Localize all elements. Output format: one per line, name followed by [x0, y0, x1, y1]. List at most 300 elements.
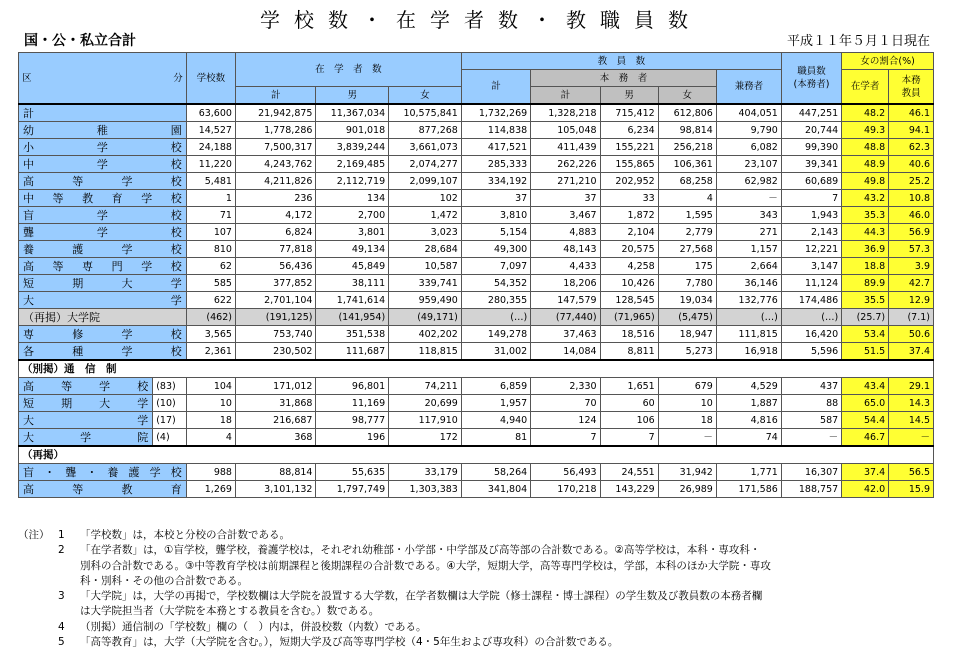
table-row [19, 122, 934, 139]
cell-tc-total: 54,352 [461, 275, 530, 292]
cell-tc-m: 128,545 [600, 292, 658, 309]
cell-r-hon: 94.1 [889, 122, 934, 139]
cell-st-m: 96,801 [316, 378, 389, 395]
table-row [19, 481, 934, 498]
cell-tc-total: 37 [461, 190, 530, 207]
row-label: 盲学校 [19, 207, 187, 224]
cell-r-st: 43.2 [842, 190, 889, 207]
row-label: 中等教育学校 [19, 190, 187, 207]
cell-staff: 7 [781, 190, 841, 207]
cell-st-f: 33,179 [389, 464, 462, 481]
table-row [19, 156, 934, 173]
cell-staff: 2,143 [781, 224, 841, 241]
cell-schools: 2,361 [186, 343, 235, 361]
header-honmu-female: 女 [658, 87, 716, 105]
cell-st-m: (141,954) [316, 309, 389, 326]
row-label: 高等教育 [19, 481, 187, 498]
cell-staff: 99,390 [781, 139, 841, 156]
cell-st-m: 49,134 [316, 241, 389, 258]
note-prefix: （注） [18, 529, 50, 541]
cell-r-st: 89.9 [842, 275, 889, 292]
table-row [19, 207, 934, 224]
cell-tc-ken: 4,816 [716, 412, 781, 429]
cell-tc-ken: 9,790 [716, 122, 781, 139]
cell-tc-ken: 132,776 [716, 292, 781, 309]
cell-tc-ken: 1,157 [716, 241, 781, 258]
cell-tc-m: 202,952 [600, 173, 658, 190]
cell-tc-hon: 105,048 [531, 122, 600, 139]
cell-tc-total: 5,154 [461, 224, 530, 241]
cell-st-total: 377,852 [235, 275, 316, 292]
cell-tc-f: － [658, 429, 716, 447]
cell-r-hon: 12.9 [889, 292, 934, 309]
cell-st-f: 3,661,073 [389, 139, 462, 156]
cell-r-hon: 14.3 [889, 395, 934, 412]
note-item [18, 543, 948, 589]
cell-r-hon: 10.8 [889, 190, 934, 207]
cell-tc-m: 106 [600, 412, 658, 429]
cell-r-hon: 40.6 [889, 156, 934, 173]
cell-schools: 3,565 [186, 326, 235, 343]
cell-st-m: 11,367,034 [316, 104, 389, 122]
cell-schools: 62 [186, 258, 235, 275]
cell-tc-total: 285,333 [461, 156, 530, 173]
header-honmu-total: 計 [531, 87, 600, 105]
table-row [19, 224, 934, 241]
cell-schools: (462) [186, 309, 235, 326]
cell-tc-total: 4,940 [461, 412, 530, 429]
table-row [19, 139, 934, 156]
cell-st-total: 753,740 [235, 326, 316, 343]
cell-tc-f: 31,942 [658, 464, 716, 481]
cell-r-hon: (7.1) [889, 309, 934, 326]
row-label: 幼稚園 [19, 122, 187, 139]
cell-tc-f: 612,806 [658, 104, 716, 122]
cell-staff: 88 [781, 395, 841, 412]
cell-st-total: 31,868 [235, 395, 316, 412]
row-prefix: (10) [153, 395, 187, 412]
cell-tc-total: 58,264 [461, 464, 530, 481]
cell-schools: 18 [186, 412, 235, 429]
cell-tc-hon: 411,439 [531, 139, 600, 156]
cell-tc-hon: 271,210 [531, 173, 600, 190]
table-row [19, 343, 934, 361]
cell-staff: 437 [781, 378, 841, 395]
cell-tc-m: 60 [600, 395, 658, 412]
cell-st-m: 2,700 [316, 207, 389, 224]
cell-tc-hon: 2,330 [531, 378, 600, 395]
cell-staff: 20,744 [781, 122, 841, 139]
cell-tc-total: 280,355 [461, 292, 530, 309]
cell-r-hon: 57.3 [889, 241, 934, 258]
cell-tc-hon: 48,143 [531, 241, 600, 258]
cell-r-st: 51.5 [842, 343, 889, 361]
cell-tc-hon: 70 [531, 395, 600, 412]
cell-tc-ken: 2,664 [716, 258, 781, 275]
table-row [19, 412, 934, 429]
cell-tc-ken: 6,082 [716, 139, 781, 156]
row-label: 高等学校 [19, 173, 187, 190]
cell-st-total: 56,436 [235, 258, 316, 275]
cell-r-st: 49.8 [842, 173, 889, 190]
row-label: 大学 [19, 292, 187, 309]
row-label: 専修学校 [19, 326, 187, 343]
header-staff: 職員数 (本務者) [781, 53, 841, 105]
cell-tc-f: 18 [658, 412, 716, 429]
cell-tc-ken: (…) [716, 309, 781, 326]
cell-r-hon: 56.5 [889, 464, 934, 481]
cell-staff: 3,147 [781, 258, 841, 275]
header-honmu-male: 男 [600, 87, 658, 105]
cell-staff: 5,596 [781, 343, 841, 361]
cell-st-total: 7,500,317 [235, 139, 316, 156]
cell-st-f: 1,472 [389, 207, 462, 224]
row-label: 盲・聾・養護学校 [19, 464, 187, 481]
note-prefix [18, 620, 58, 635]
cell-st-f: 172 [389, 429, 462, 447]
cell-st-total: 2,701,104 [235, 292, 316, 309]
cell-schools: 11,220 [186, 156, 235, 173]
cell-tc-f: 4 [658, 190, 716, 207]
cell-tc-f: 19,034 [658, 292, 716, 309]
cell-st-f: 339,741 [389, 275, 462, 292]
cell-st-f: 28,684 [389, 241, 462, 258]
cell-tc-total: 1,732,269 [461, 104, 530, 122]
cell-tc-ken: 1,887 [716, 395, 781, 412]
cell-tc-ken: 111,815 [716, 326, 781, 343]
cell-staff: 11,124 [781, 275, 841, 292]
cell-schools: 622 [186, 292, 235, 309]
cell-st-total: 171,012 [235, 378, 316, 395]
cell-st-f: 118,815 [389, 343, 462, 361]
cell-tc-m: 24,551 [600, 464, 658, 481]
cell-st-m: 3,839,244 [316, 139, 389, 156]
cell-tc-ken: 36,146 [716, 275, 781, 292]
cell-tc-f: 10 [658, 395, 716, 412]
row-label: 大学院 [19, 429, 153, 447]
note-item [18, 620, 948, 635]
header-students-male: 男 [316, 87, 389, 105]
cell-tc-m: 18,516 [600, 326, 658, 343]
cell-tc-hon: (77,440) [531, 309, 600, 326]
cell-r-st: 18.8 [842, 258, 889, 275]
row-label: 小学校 [19, 139, 187, 156]
cell-tc-ken: 16,918 [716, 343, 781, 361]
cell-st-f: 2,074,277 [389, 156, 462, 173]
row-label: （再掲）大学院 [19, 309, 187, 326]
cell-r-st: 48.2 [842, 104, 889, 122]
note-number: 2 [58, 544, 65, 557]
cell-r-hon: 42.7 [889, 275, 934, 292]
row-label: 各種学校 [19, 343, 187, 361]
cell-schools: 988 [186, 464, 235, 481]
note-prefix [18, 589, 58, 620]
cell-r-hon: 46.1 [889, 104, 934, 122]
cell-st-total: 368 [235, 429, 316, 447]
cell-st-m: 351,538 [316, 326, 389, 343]
cell-tc-total: 149,278 [461, 326, 530, 343]
cell-schools: 4 [186, 429, 235, 447]
cell-tc-hon: 14,084 [531, 343, 600, 361]
cell-tc-hon: 1,328,218 [531, 104, 600, 122]
table-row [19, 464, 934, 481]
table-row [19, 241, 934, 258]
cell-staff: 39,341 [781, 156, 841, 173]
cell-schools: 1 [186, 190, 235, 207]
cell-r-st: 53.4 [842, 326, 889, 343]
cell-tc-ken: 62,982 [716, 173, 781, 190]
header-teachers: 教 員 数 [461, 53, 781, 70]
cell-tc-total: 6,859 [461, 378, 530, 395]
cell-tc-f: 106,361 [658, 156, 716, 173]
cell-tc-total: (…) [461, 309, 530, 326]
cell-tc-f: 5,273 [658, 343, 716, 361]
table-row [19, 429, 934, 447]
cell-st-m: 1,741,614 [316, 292, 389, 309]
cell-tc-m: 4,258 [600, 258, 658, 275]
cell-tc-total: 114,838 [461, 122, 530, 139]
cell-tc-ken: 74 [716, 429, 781, 447]
cell-r-st: 43.4 [842, 378, 889, 395]
row-label: 中学校 [19, 156, 187, 173]
cell-st-f: 117,910 [389, 412, 462, 429]
cell-r-st: 35.5 [842, 292, 889, 309]
cell-tc-f: 2,779 [658, 224, 716, 241]
note-item [18, 589, 948, 620]
date-label: 平成１１年５月１日現在 [786, 34, 930, 49]
cell-st-f: 10,575,841 [389, 104, 462, 122]
notes [18, 528, 948, 650]
cell-tc-f: 256,218 [658, 139, 716, 156]
note-number: 1 [58, 529, 65, 541]
cell-tc-f: 26,989 [658, 481, 716, 498]
cell-r-st: 37.4 [842, 464, 889, 481]
row-prefix: (83) [153, 378, 187, 395]
cell-staff: 16,307 [781, 464, 841, 481]
cell-tc-f: 1,595 [658, 207, 716, 224]
cell-st-f: 102 [389, 190, 462, 207]
cell-tc-m: 10,426 [600, 275, 658, 292]
row-prefix: (4) [153, 429, 187, 447]
cell-staff: 12,221 [781, 241, 841, 258]
row-label: 聾学校 [19, 224, 187, 241]
note-item [18, 528, 948, 543]
header-women-ratio: 女の割合(%) [842, 53, 934, 70]
section-row [19, 360, 934, 378]
cell-tc-ken: 271 [716, 224, 781, 241]
cell-tc-m: 143,229 [600, 481, 658, 498]
cell-st-m: 98,777 [316, 412, 389, 429]
note-text: 「高等教育」は，大学（大学院を含む。），短期大学及び高等専門学校（4・5年生および専攻科）の合計数である。 [80, 636, 619, 649]
cell-tc-total: 1,957 [461, 395, 530, 412]
cell-tc-total: 3,810 [461, 207, 530, 224]
cell-tc-total: 49,300 [461, 241, 530, 258]
section-label: （別掲）通 信 制 [19, 360, 934, 378]
cell-st-m: 55,635 [316, 464, 389, 481]
cell-st-f: 1,303,383 [389, 481, 462, 498]
cell-tc-ken: － [716, 190, 781, 207]
cell-r-st: 65.0 [842, 395, 889, 412]
cell-tc-ken: 23,107 [716, 156, 781, 173]
table-row [19, 104, 934, 122]
note-item [18, 635, 948, 650]
cell-st-m: 1,797,749 [316, 481, 389, 498]
cell-tc-f: 27,568 [658, 241, 716, 258]
cell-schools: 585 [186, 275, 235, 292]
cell-tc-hon: 3,467 [531, 207, 600, 224]
cell-r-st: 46.7 [842, 429, 889, 447]
row-label: 短期大学 [19, 395, 153, 412]
note-number: 3 [58, 590, 65, 603]
page-title: 学校数・在学者数・教職員数 [260, 8, 702, 32]
note-text: 「学校数」は，本校と分校の合計数である。 [80, 529, 290, 541]
cell-st-total: 4,243,762 [235, 156, 316, 173]
row-label: 高等専門学校 [19, 258, 187, 275]
cell-schools: 5,481 [186, 173, 235, 190]
cell-st-m: 2,112,719 [316, 173, 389, 190]
cell-tc-ken: 343 [716, 207, 781, 224]
cell-staff: 16,420 [781, 326, 841, 343]
cell-st-total: 3,101,132 [235, 481, 316, 498]
scope-label: 国・公・私立合計 [24, 33, 136, 49]
cell-tc-m: 33 [600, 190, 658, 207]
cell-r-st: 48.8 [842, 139, 889, 156]
cell-tc-m: 8,811 [600, 343, 658, 361]
row-label: 高等学校 [19, 378, 153, 395]
cell-tc-f: 679 [658, 378, 716, 395]
cell-st-total: 1,778,286 [235, 122, 316, 139]
table-row [19, 258, 934, 275]
cell-tc-m: 155,865 [600, 156, 658, 173]
cell-st-total: 77,818 [235, 241, 316, 258]
cell-st-total: 4,211,826 [235, 173, 316, 190]
cell-r-hon: 25.2 [889, 173, 934, 190]
cell-st-f: 402,202 [389, 326, 462, 343]
cell-tc-m: 2,104 [600, 224, 658, 241]
cell-r-hon: 50.6 [889, 326, 934, 343]
row-label: 計 [19, 104, 187, 122]
table-row [19, 309, 934, 326]
cell-r-hon: 62.3 [889, 139, 934, 156]
cell-st-m: 196 [316, 429, 389, 447]
table-row [19, 292, 934, 309]
cell-schools: 24,188 [186, 139, 235, 156]
cell-schools: 10 [186, 395, 235, 412]
header-students: 在 学 者 数 [235, 53, 461, 87]
cell-staff: 1,943 [781, 207, 841, 224]
cell-staff: 188,757 [781, 481, 841, 498]
cell-tc-ken: 1,771 [716, 464, 781, 481]
note-text: （別掲）通信制の「学校数」欄の（ ）内は，併設校数（内数）である。 [80, 620, 427, 633]
cell-r-st: 35.3 [842, 207, 889, 224]
cell-r-hon: 3.9 [889, 258, 934, 275]
cell-tc-total: 334,192 [461, 173, 530, 190]
cell-tc-hon: 56,493 [531, 464, 600, 481]
table-row [19, 275, 934, 292]
cell-st-f: 74,211 [389, 378, 462, 395]
cell-st-f: 3,023 [389, 224, 462, 241]
cell-r-hon: － [889, 429, 934, 447]
cell-st-total: 236 [235, 190, 316, 207]
note-text: 「在学者数」は，①盲学校，聾学校，養護学校は，それぞれ幼稚部・小学部・中学部及び高等部の合計数である。②高等学校は，本科・専攻科・ 別科の合計数である。③中等教育学校は前期課程と後期課程の合計数である。④大学，短期大学，高等専門学校は，学部，本科のほか大学院・専攻 科・別科・その他の合計数である。 [80, 544, 771, 587]
cell-staff: 174,486 [781, 292, 841, 309]
cell-staff: 447,251 [781, 104, 841, 122]
cell-st-total: 6,824 [235, 224, 316, 241]
header-kenmu: 兼務者 [716, 70, 781, 105]
cell-r-st: (25.7) [842, 309, 889, 326]
cell-tc-total: 417,521 [461, 139, 530, 156]
table-row [19, 395, 934, 412]
cell-st-m: 901,018 [316, 122, 389, 139]
header-ratio-honmu: 本務 教員 [889, 70, 934, 105]
cell-r-hon: 46.0 [889, 207, 934, 224]
cell-tc-total: 341,804 [461, 481, 530, 498]
cell-st-m: 11,169 [316, 395, 389, 412]
cell-st-m: 3,801 [316, 224, 389, 241]
cell-st-m: 2,169,485 [316, 156, 389, 173]
cell-st-total: 21,942,875 [235, 104, 316, 122]
cell-st-m: 134 [316, 190, 389, 207]
row-label: 養護学校 [19, 241, 187, 258]
cell-staff: (…) [781, 309, 841, 326]
cell-staff: 587 [781, 412, 841, 429]
cell-tc-f: (5,475) [658, 309, 716, 326]
cell-tc-hon: 170,218 [531, 481, 600, 498]
cell-tc-hon: 147,579 [531, 292, 600, 309]
cell-r-st: 48.9 [842, 156, 889, 173]
table-row [19, 173, 934, 190]
cell-tc-m: 1,651 [600, 378, 658, 395]
cell-schools: 810 [186, 241, 235, 258]
cell-tc-hon: 37,463 [531, 326, 600, 343]
note-text: 「大学院」は，大学の再掲で，学校数欄は大学院を設置する大学数，在学者数欄は大学院（修士課程・博士課程）の学生数及び教員数の本務者欄 は大学院担当者（大学院を本務とする教員を含む。）数である。 [80, 590, 763, 618]
header-kubun: 区 分 [19, 53, 187, 105]
cell-tc-hon: 37 [531, 190, 600, 207]
header-honmu: 本 務 者 [531, 70, 717, 87]
cell-tc-total: 7,097 [461, 258, 530, 275]
cell-staff: － [781, 429, 841, 447]
cell-staff: 60,689 [781, 173, 841, 190]
cell-schools: 104 [186, 378, 235, 395]
cell-st-f: 2,099,107 [389, 173, 462, 190]
cell-st-m: 45,849 [316, 258, 389, 275]
cell-tc-f: 175 [658, 258, 716, 275]
cell-r-st: 44.3 [842, 224, 889, 241]
section-label: （再掲） [19, 446, 934, 464]
header-teachers-total: 計 [461, 70, 530, 105]
cell-tc-hon: 18,206 [531, 275, 600, 292]
cell-st-f: 20,699 [389, 395, 462, 412]
cell-r-st: 49.3 [842, 122, 889, 139]
cell-tc-total: 81 [461, 429, 530, 447]
cell-st-f: 959,490 [389, 292, 462, 309]
statistics-table [18, 52, 934, 498]
section-row [19, 446, 934, 464]
cell-schools: 71 [186, 207, 235, 224]
row-label: 大学 [19, 412, 153, 429]
cell-r-hon: 56.9 [889, 224, 934, 241]
cell-r-hon: 15.9 [889, 481, 934, 498]
cell-st-total: 88,814 [235, 464, 316, 481]
header-ratio-students: 在学者 [842, 70, 889, 105]
cell-r-hon: 29.1 [889, 378, 934, 395]
table-row [19, 378, 934, 395]
note-number: 4 [58, 620, 65, 633]
cell-tc-f: 98,814 [658, 122, 716, 139]
cell-tc-ken: 171,586 [716, 481, 781, 498]
cell-tc-ken: 404,051 [716, 104, 781, 122]
row-label: 短期大学 [19, 275, 187, 292]
